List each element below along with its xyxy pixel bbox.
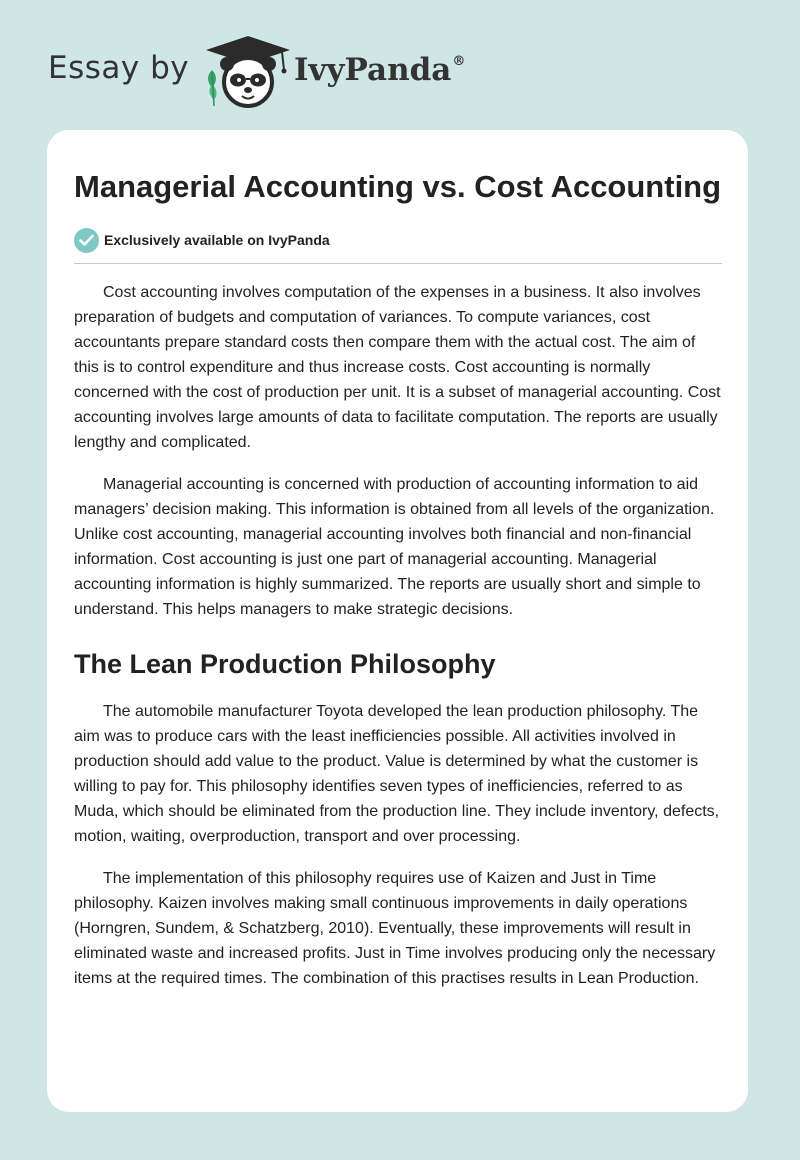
registered-mark: ® <box>452 54 466 69</box>
title-divider <box>74 263 722 264</box>
section-heading: The Lean Production Philosophy <box>74 649 496 679</box>
body-paragraph: Managerial accounting is concerned with production of accounting information to aid managers’ decision making. This information is obtained from all levels of the organization. Unlike cost accounting, managerial accounting involves both financial and non-financial information. Cost accounting is just one part of managerial accounting. Managerial accounting information is highly summarized. The reports are usually short and simple to understand. This helps managers to make strategic decisions. <box>74 476 715 618</box>
body-paragraph: Cost accounting involves computation of the expenses in a business. It also involves preparation of budgets and computation of variances. To compute variances, cost accountants prepare standard costs then compare them with the actual cost. The aim of this is to control expenditure and thus increase costs. Cost accounting is normally concerned with the cost of production per unit. It is a subset of managerial accounting. Cost accounting involves large amounts of data to facilitate computation. The reports are usually lengthy and complicated. <box>74 284 721 451</box>
panda-graduation-icon[interactable] <box>202 30 294 112</box>
exclusive-badge <box>74 227 722 253</box>
essay-card <box>47 130 748 1112</box>
body-paragraph: The implementation of this philosophy requires use of Kaizen and Just in Time philosophy. Kaizen involves making small continuous improvements in daily operations (Horngren, Sundem, & Schatzberg, 2010). Eventually, these improvements will result in eliminated waste and increased profits. Just in Time involves producing only the necessary items at the required times. The combination of this practises results in Lean Production. <box>74 870 716 987</box>
site-header <box>48 30 648 110</box>
essay-content <box>74 130 722 991</box>
essay-by-label: Essay by <box>48 50 190 86</box>
body-paragraph: The automobile manufacturer Toyota developed the lean production philosophy. The aim was to produce cars with the least inefficiencies possible. All activities involved in production should add value to the product. Value is determined by what the customer is willing to pay for. This philosophy identifies seven types of inefficiencies, referred to as Muda, which should be eliminated from the production line. They include inventory, defects, motion, waiting, overproduction, transport and over processing. <box>74 703 720 845</box>
exclusive-label: Exclusively available on IvyPanda <box>104 232 330 248</box>
brand-name[interactable]: IvyPanda® <box>294 52 466 88</box>
check-circle-icon <box>74 228 99 253</box>
essay-title: Managerial Accounting vs. Cost Accounting <box>74 169 722 204</box>
